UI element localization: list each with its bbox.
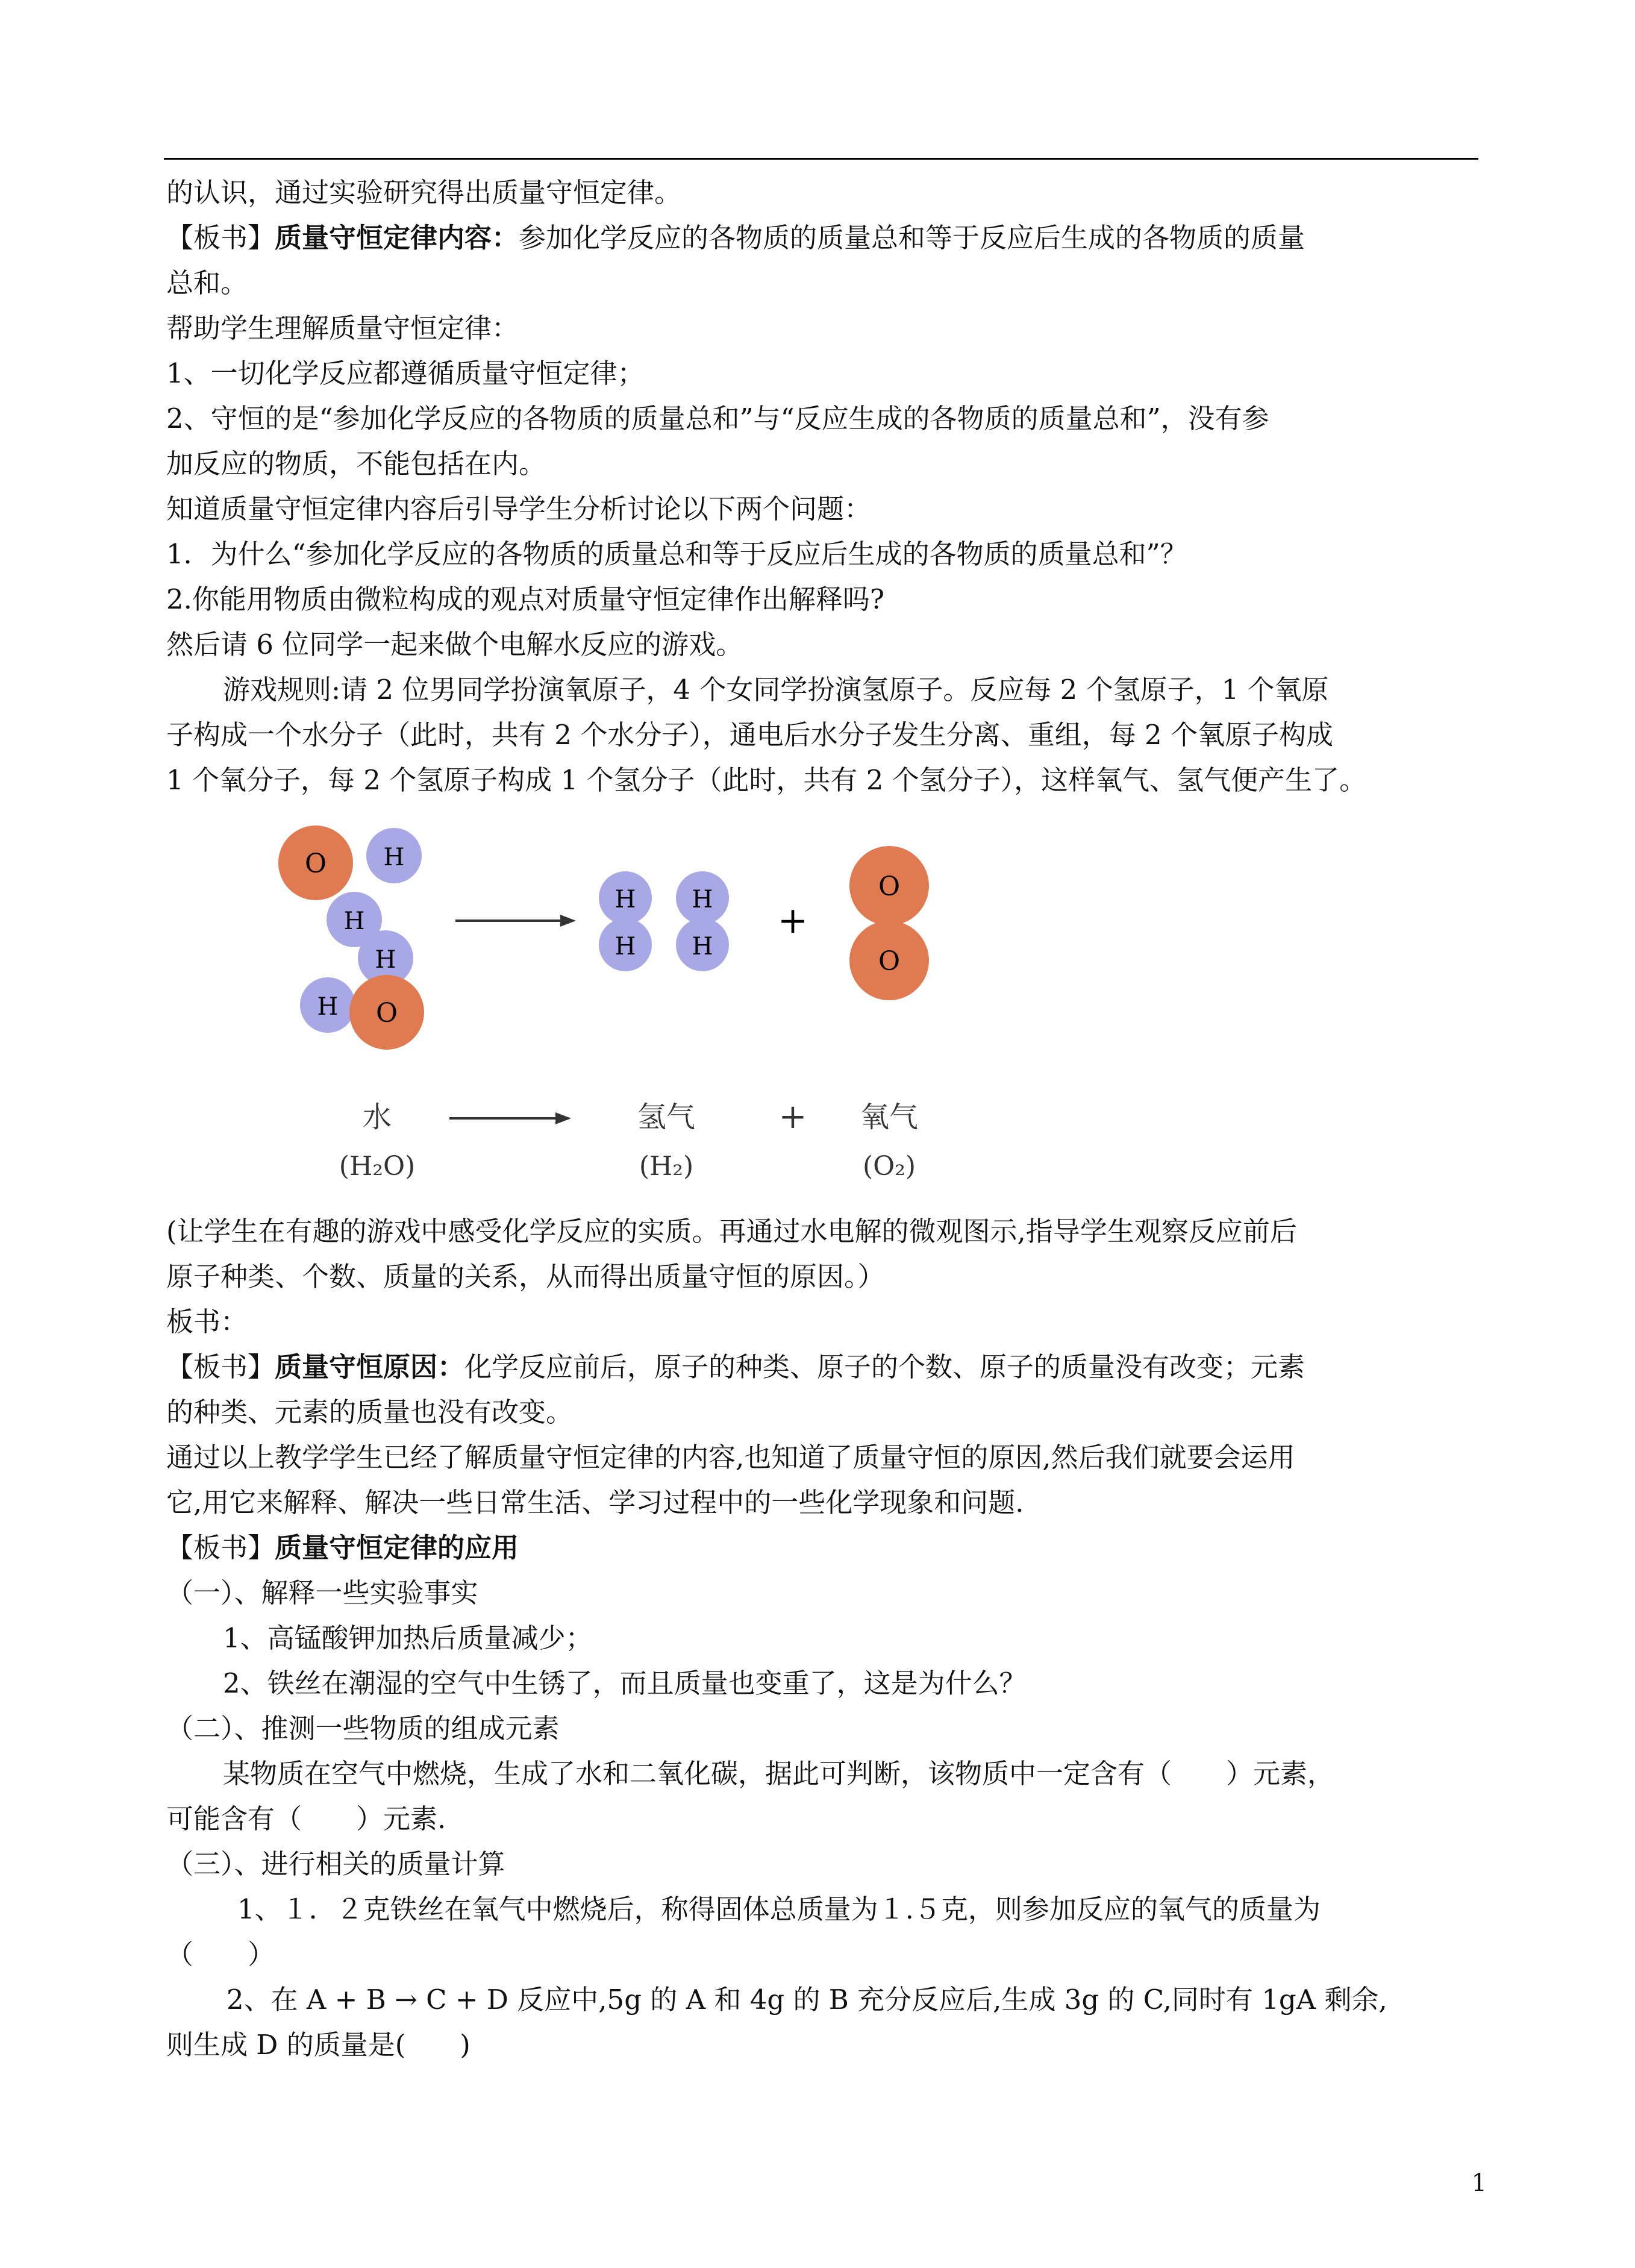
section-heading: （二）、推测一些物质的组成元素 — [166, 1712, 560, 1744]
header-rule — [164, 158, 1478, 160]
label-oxygen: 氧气 — [860, 1100, 919, 1134]
paragraph: 的认识，通过实验研究得出质量守恒定律。 — [166, 177, 682, 208]
paragraph: 原子种类、个数、质量的关系，从而得出质量守恒的原因。） — [166, 1261, 885, 1292]
paragraph: 知道质量守恒定律内容后引导学生分析讨论以下两个问题： — [166, 493, 872, 525]
answer-blank: （ ） — [166, 1938, 275, 1970]
board-note-content: 【板书】质量守恒定律内容：参加化学反应的各物质的质量总和等于反应后生成的各物质的质量 — [166, 222, 1305, 254]
atom-label: H — [375, 946, 396, 974]
formula-water: (H₂O) — [339, 1151, 416, 1182]
atom-label: H — [614, 933, 636, 960]
paragraph: 子构成一个水分子（此时，共有 2 个水分子），通电后水分子发生分离、重组，每 2 个氧原子构成 — [166, 719, 1333, 751]
atom-label: O — [878, 946, 901, 977]
atom-label: H — [692, 933, 713, 960]
paragraph: 帮助学生理解质量守恒定律： — [166, 312, 519, 344]
paragraph: 可能含有（ ）元素. — [166, 1803, 446, 1835]
atom-label: H — [317, 993, 339, 1021]
paragraph: 板书： — [166, 1306, 248, 1338]
list-item: 1、高锰酸钾加热后质量减少； — [223, 1622, 593, 1654]
paragraph: 某物质在空气中燃烧，生成了水和二氧化碳，据此可判断，该物质中一定含有（ ）元素， — [223, 1758, 1335, 1790]
formula-oxygen: (O₂) — [862, 1151, 916, 1182]
plus-sign: + — [777, 900, 808, 942]
list-item: 2、铁丝在潮湿的空气中生锈了，而且质量也变重了，这是为什么？ — [223, 1667, 1027, 1699]
paragraph: 总和。 — [166, 267, 248, 299]
paragraph: 的种类、元素的质量也没有改变。 — [166, 1396, 574, 1428]
electrolysis-diagram-svg — [257, 813, 1100, 1205]
atom-label: O — [375, 998, 398, 1029]
problem-item: 2、在 A + B → C + D 反应中,5g 的 A 和 4g 的 B 充分反应后,生成 3g 的 C,同时有 1gA 剩余, — [227, 1984, 1387, 2016]
atom-label: O — [304, 848, 327, 879]
reaction-arrow-head — [560, 915, 576, 927]
document-body — [166, 170, 1480, 2067]
paragraph: 1 个氧分子，每 2 个氢原子构成 1 个氢分子（此时，共有 2 个氢分子），这样氧气、氢气便产生了。 — [166, 764, 1367, 796]
paragraph: 通过以上教学学生已经了解质量守恒定律的内容,也知道了质量守恒的原因,然后我们就要会运用 — [166, 1441, 1295, 1473]
game-rules: 游戏规则:请 2 位男同学扮演氧原子，4 个女同学扮演氢原子。反应每 2 个氢原子，1 个氧原 — [223, 674, 1329, 706]
list-item: 1、一切化学反应都遵循质量守恒定律； — [166, 357, 645, 389]
section-heading: （三）、进行相关的质量计算 — [166, 1848, 505, 1880]
paragraph: (让学生在有趣的游戏中感受化学反应的实质。再通过水电解的微观图示,指导学生观察反应前后 — [166, 1215, 1297, 1247]
question-item: 1．为什么“参加化学反应的各物质的质量总和等于反应后生成的各物质的质量总和”？ — [166, 538, 1187, 570]
question-item: 2.你能用物质由微粒构成的观点对质量守恒定律作出解释吗? — [166, 583, 885, 615]
page-number: 1 — [1471, 2169, 1487, 2197]
paragraph: 它,用它来解释、解决一些日常生活、学习过程中的一些化学现象和问题. — [166, 1486, 1024, 1518]
atom-label: H — [343, 907, 365, 935]
electrolysis-diagram — [257, 813, 1100, 1205]
board-note-cause: 【板书】质量守恒原因：化学反应前后，原子的种类、原子的个数、原子的质量没有改变；元素 — [166, 1351, 1305, 1383]
atom-label: H — [614, 886, 636, 913]
atom-label: O — [878, 871, 901, 902]
list-item: 2、守恒的是“参加化学反应的各物质的质量总和”与“反应生成的各物质的质量总和”，没有参 — [166, 403, 1269, 434]
formula-hydrogen: (H₂) — [639, 1151, 694, 1182]
equation-arrow-head — [555, 1112, 571, 1124]
paragraph: 则生成 D 的质量是( ) — [166, 2029, 470, 2061]
problem-item: 1、１．２克铁丝在氧气中燃烧后，称得固体总质量为１.５克，则参加反应的氧气的质量为 — [237, 1893, 1321, 1925]
paragraph: 加反应的物质，不能包括在内。 — [166, 448, 546, 480]
paragraph: 然后请 6 位同学一起来做个电解水反应的游戏。 — [166, 628, 743, 660]
board-note-application: 【板书】质量守恒定律的应用 — [166, 1532, 519, 1564]
atom-label: H — [692, 886, 713, 913]
section-heading: （一）、解释一些实验事实 — [166, 1577, 478, 1609]
label-water: 水 — [362, 1100, 392, 1134]
plus-sign: + — [778, 1097, 807, 1136]
atom-label: H — [383, 844, 405, 871]
label-hydrogen: 氢气 — [637, 1100, 696, 1134]
